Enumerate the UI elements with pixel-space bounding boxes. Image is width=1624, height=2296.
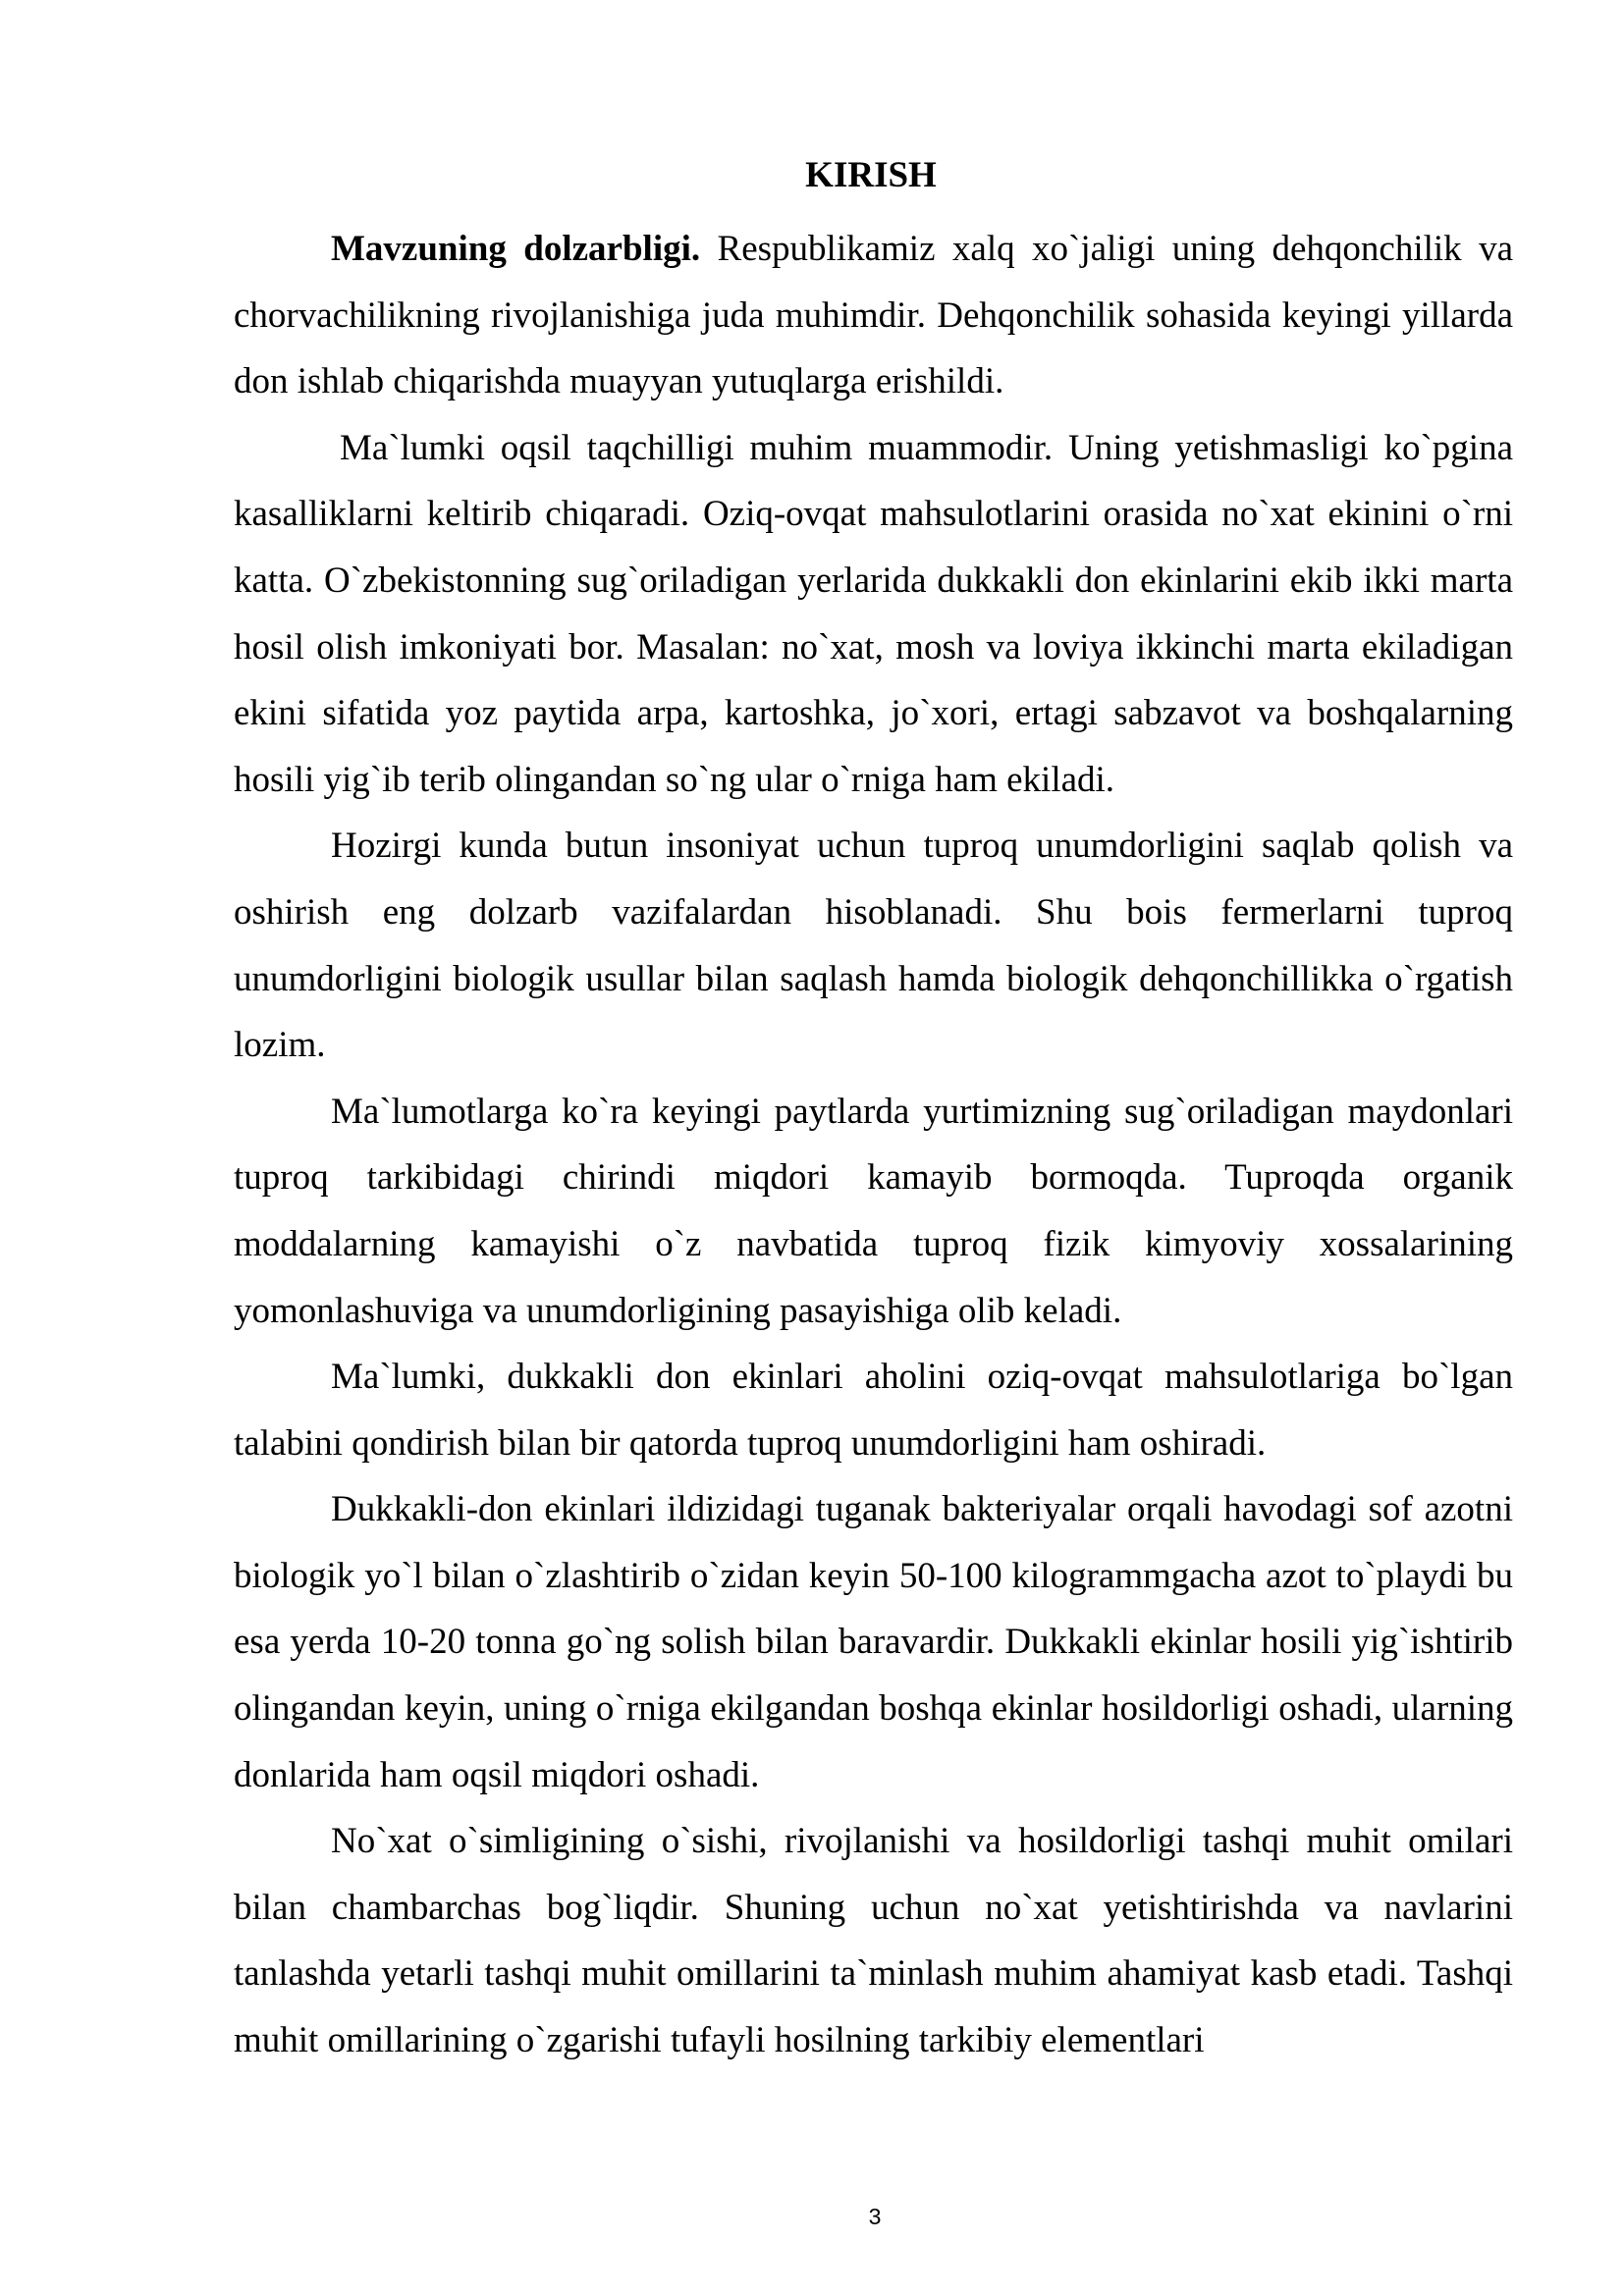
paragraph-2 xyxy=(234,415,1513,814)
paragraph-text: No`xat o`simligining o`sishi, rivojlanishi va hosildorligi tashqi muhit omilari bilan chambarchas bog`liqdir. Shuning uchun no`xat yetishtirishda va navlarini tanlashda yetarli tashqi muhit omillarini ta`minlash muhim ahamiyat kasb etadi. Tashqi muhit omillarining o`zgarishi tufayli hosilning tarkibiy elementlari xyxy=(234,1821,1513,2061)
page-number: 3 xyxy=(868,2204,882,2229)
paragraph-6 xyxy=(234,1476,1513,1808)
paragraph-lead: Mavzuning dolzarbligi. xyxy=(331,229,701,269)
paragraph-text: Ma`lumki, dukkakli don ekinlari aholini oziq-ovqat mahsulotlariga bo`lgan talabini qondirish bilan bir qatorda tuproq unumdorligini ham oshiradi. xyxy=(234,1357,1513,1464)
paragraph-text: Ma`lumotlarga ko`ra keyingi paytlarda yurtimizning sug`oriladigan maydonlari tuproq tarkibidagi chirindi miqdori kamayib bormoqda. Tuproqda organik moddalarning kamayishi o`z navbatida tuproq fizik kimyoviy xossalarining yomonlashuviga va unumdorligining pasayishiga olib keladi. xyxy=(234,1091,1513,1331)
paragraph-text: Ma`lumki oqsil taqchilligi muhim muammodir. Uning yetishmasligi ko`pgina kasalliklarni keltirib chiqaradi. Oziq-ovqat mahsulotlarini orasida no`xat ekinini o`rni katta. O`zbekistonning sug`oriladigan yerlarida dukkakli don ekinlarini ekib ikki marta hosil olish imkoniyati bor. Masalan: no`xat, mosh va loviya ikkinchi marta ekiladigan ekini sifatida yoz paytida arpa, kartoshka, jo`xori, ertagi sabzavot va boshqalarning hosili yig`ib terib olingandan so`ng ular o`rniga ham ekiladi. xyxy=(234,427,1513,800)
paragraph-1 xyxy=(234,216,1513,415)
paragraph-text: Hozirgi kunda butun insoniyat uchun tuproq unumdorligini saqlab qolish va oshirish eng dolzarb vazifalardan hisoblanadi. Shu bois fermerlarni tuproq unumdorligini biologik usullar bilan saqlash hamda biologik dehqonchillikka o`rgatish lozim. xyxy=(234,826,1513,1066)
paragraph-7 xyxy=(234,1808,1513,2073)
paragraph-text: Respublikamiz xalq xo`jaligi uning dehqonchilik va chorvachilikning rivojlanishiga juda muhimdir. Dehqonchilik sohasida keyingi yillarda don ishlab chiqarishda muayyan yutuqlarga erishildi. xyxy=(234,229,1513,402)
paragraph-4 xyxy=(234,1079,1513,1344)
section-title: KIRISH xyxy=(805,155,937,195)
paragraph-3 xyxy=(234,813,1513,1078)
paragraph-5 xyxy=(234,1344,1513,1476)
body-text xyxy=(234,216,1513,2074)
paragraph-text: Dukkakli-don ekinlari ildizidagi tuganak bakteriyalar orqali havodagi sof azotni biologik yo`l bilan o`zlashtirib o`zidan keyin 50-100 kilogrammgacha azot to`playdi bu esa yerda 10-20 tonna go`ng solish bilan baravardir. Dukkakli ekinlar hosili yig`ishtirib olingandan keyin, uning o`rniga ekilgandan boshqa ekinlar hosildorligi oshadi, ularning donlarida ham oqsil miqdori oshadi. xyxy=(234,1489,1513,1795)
